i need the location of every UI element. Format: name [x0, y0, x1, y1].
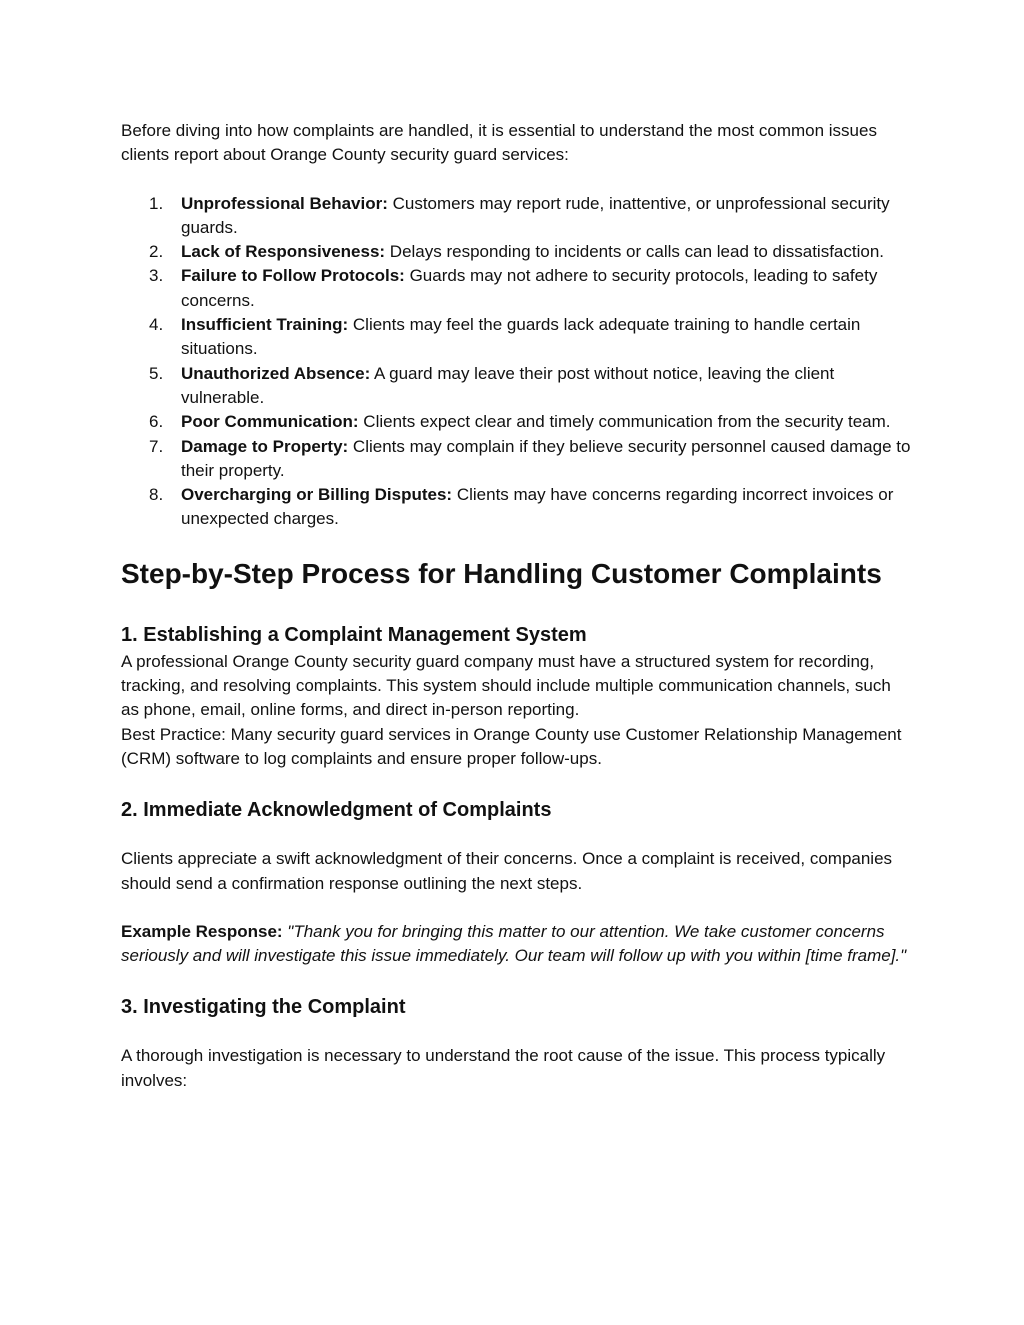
list-item-number: 4. — [149, 315, 164, 335]
list-item — [121, 410, 911, 434]
list-item-number: 3. — [149, 266, 164, 286]
list-item — [121, 313, 911, 362]
list-item — [121, 192, 911, 241]
section-body-acknowledgment: Clients appreciate a swift acknowledgment of their concerns. Once a complaint is received, companies should send a confirmation response outlining the next steps. — [121, 849, 893, 893]
list-item-number: 2. — [149, 242, 164, 262]
list-item-number: 7. — [149, 436, 164, 456]
list-item-number: 5. — [149, 363, 164, 383]
section-heading-acknowledgment: 2. Immediate Acknowledgment of Complaints — [121, 799, 552, 822]
list-item-title: Lack of Responsiveness: — [181, 242, 386, 262]
list-item — [121, 362, 911, 411]
list-item-number: 6. — [149, 412, 164, 432]
section-body-complaint-system: A professional Orange County security guard company must have a structured system for recording, tracking, and resolving complaints. This system should include multiple communication channels, such as phone, email, online forms, and direct in-person reporting. — [121, 651, 891, 720]
intro-paragraph: Before diving into how complaints are handled, it is essential to understand the most common issues clients report about Orange County security guard services: — [121, 121, 877, 165]
example-response — [121, 920, 911, 969]
list-item-text: Clients expect clear and timely communication from the security team. — [358, 412, 891, 432]
section-heading-investigation: 3. Investigating the Complaint — [121, 996, 406, 1019]
list-item-number: 8. — [149, 485, 164, 505]
example-response-label: Example Response: — [121, 921, 283, 941]
list-item-text: Guards may not adhere to security protocols, leading to safety concerns. — [181, 266, 878, 310]
list-item-text: Delays responding to incidents or calls can lead to dissatisfaction. — [385, 242, 885, 262]
main-heading: Step-by-Step Process for Handling Customer Complaints — [121, 557, 882, 589]
best-practice-note: Best Practice: Many security guard services in Orange County use Customer Relationship Management (CRM) software to log complaints and ensure proper follow-ups. — [121, 724, 902, 768]
example-response-text: "Thank you for bringing this matter to our attention. We take customer concerns seriously and will investigate this issue immediately. Our team will follow up with you within [time frame]." — [121, 921, 907, 966]
section-body-investigation: A thorough investigation is necessary to understand the root cause of the issue. This process typically involves: — [121, 1046, 886, 1090]
list-item-title: Poor Communication: — [181, 412, 359, 432]
section-heading-complaint-system: 1. Establishing a Complaint Management System — [121, 623, 587, 646]
list-item-text: Clients may feel the guards lack adequate training to handle certain situations. — [181, 315, 861, 359]
list-item — [121, 483, 911, 532]
list-item-title: Insufficient Training: — [181, 315, 349, 335]
list-item-title: Failure to Follow Protocols: — [181, 266, 405, 286]
list-item-text: Clients may complain if they believe security personnel caused damage to their property. — [181, 436, 911, 480]
list-item — [121, 264, 911, 313]
list-item-title: Damage to Property: — [181, 436, 349, 456]
list-item-text: Customers may report rude, inattentive, or unprofessional security guards. — [181, 193, 890, 237]
list-item-text: Clients may have concerns regarding incorrect invoices or unexpected charges. — [181, 485, 894, 529]
list-item — [121, 240, 911, 264]
list-item-title: Overcharging or Billing Disputes: — [181, 485, 453, 505]
document-page — [121, 119, 911, 1093]
list-item-title: Unprofessional Behavior: — [181, 193, 388, 213]
common-issues-list — [121, 192, 911, 532]
list-item-number: 1. — [149, 193, 164, 213]
list-item-text: A guard may leave their post without notice, leaving the client vulnerable. — [181, 363, 835, 407]
list-item — [121, 435, 911, 484]
list-item-title: Unauthorized Absence: — [181, 363, 371, 383]
